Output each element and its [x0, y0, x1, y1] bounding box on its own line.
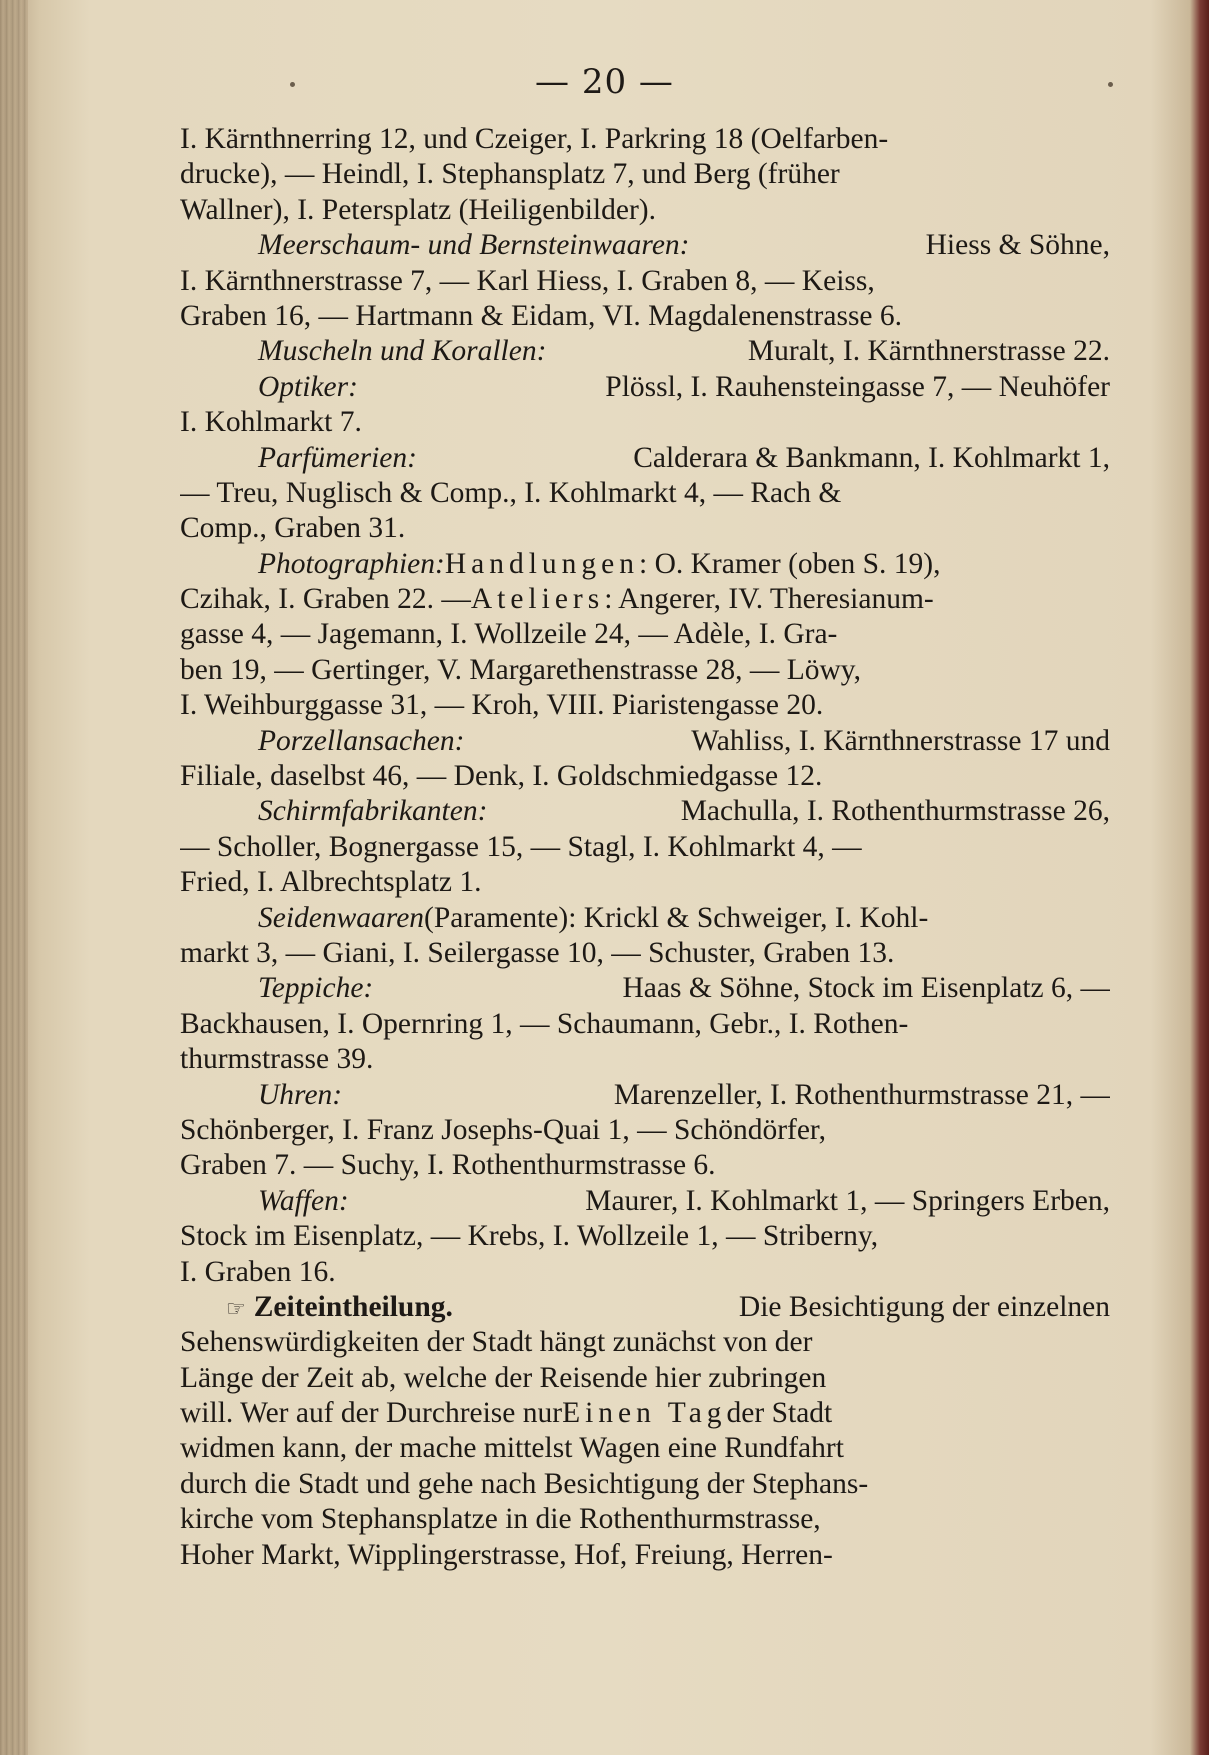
category-heading: Porzellansachen: — [258, 724, 465, 757]
entry-parfuemerien: Parfümerien: Calderara & Bankmann, I. Kohlmarkt 1, — [180, 441, 1110, 476]
text-line: thurmstrasse 39. — [180, 1043, 374, 1076]
category-heading: Optiker: — [258, 370, 358, 403]
category-heading: Muscheln und Korallen: — [258, 335, 547, 368]
text-line: Graben 16, — Hartmann & Eidam, VI. Magdalenenstrasse 6. — [180, 299, 903, 332]
text-line: Fried, I. Albrechtsplatz 1. — [180, 866, 482, 899]
category-heading: Teppiche: — [258, 972, 374, 1005]
text-line: markt 3, — Giani, I. Seilergasse 10, — Schuster, Graben 13. — [180, 936, 895, 969]
section-heading: Zeiteintheilung. — [253, 1290, 453, 1323]
category-heading: Meerschaum- und Bernsteinwaaren: — [258, 229, 690, 262]
text-line: durch die Stadt und gehe nach Besichtigung der Stephans- — [180, 1467, 869, 1500]
section-zeiteintheilung: ☞ Zeiteintheilung. Die Besichtigung der einzelnen — [226, 1290, 1110, 1323]
category-heading: Seidenwaaren — [258, 901, 425, 934]
text-line: Stock im Eisenplatz, — Krebs, I. Wollzeile 1, — Striberny, — [180, 1220, 879, 1253]
text-line: — Treu, Nuglisch & Comp., I. Kohlmarkt 4, — Rach & — [180, 476, 842, 509]
text-line: Länge der Zeit ab, welche der Reisende hier zubringen — [180, 1361, 827, 1394]
text-line: drucke), — Heindl, I. Stephansplatz 7, und Berg (früher — [180, 158, 840, 191]
pointing-hand-icon: ☞ — [226, 1296, 246, 1322]
text-line: I. Weihburggasse 31, — Kroh, VIII. Piaristengasse 20. — [180, 689, 824, 722]
page-gutter — [0, 0, 28, 1755]
entry-photographien: Photographien: Handlungen : O. Kramer (oben S. 19), — [180, 547, 1110, 582]
category-heading: Photographien: — [258, 547, 445, 580]
text-line: kirche vom Stephansplatze in die Rothenthurmstrasse, — [180, 1503, 821, 1536]
entry-muscheln: Muscheln und Korallen: Muralt, I. Kärnthnerstrasse 22. — [180, 334, 1110, 369]
entry-waffen: Waffen: Maurer, I. Kohlmarkt 1, — Springers Erben, — [180, 1184, 1110, 1219]
text-line: Comp., Graben 31. — [180, 512, 406, 545]
entry-porzellansachen: Porzellansachen: Wahliss, I. Kärnthnerstrasse 17 und — [180, 724, 1110, 759]
text-line: I. Kohlmarkt 7. — [180, 406, 362, 439]
category-heading: Waffen: — [258, 1184, 349, 1217]
text-line: Schönberger, I. Franz Josephs-Quai 1, — Schöndörfer, — [180, 1113, 826, 1146]
text-line: Czihak, I. Graben 22. — Ateliers : Angerer, IV. Theresianum- — [180, 583, 934, 616]
entry-schirmfabrikanten: Schirmfabrikanten: Machulla, I. Rothenthurmstrasse 26, — [180, 794, 1110, 829]
text-line: Graben 7. — Suchy, I. Rothenthurmstrasse 6. — [180, 1149, 716, 1182]
text-line: Hoher Markt, Wipplingerstrasse, Hof, Freiung, Herren- — [180, 1538, 833, 1571]
entry-seidenwaaren: Seidenwaaren (Paramente): Krickl & Schweiger, I. Kohl- — [180, 901, 1110, 936]
text-line: — Scholler, Bognergasse 15, — Stagl, I. Kohlmarkt 4, — — [180, 830, 862, 863]
text-line: I. Graben 16. — [180, 1255, 336, 1288]
text-line: I. Kärnthnerstrasse 7, — Karl Hiess, I. Graben 8, — Keiss, — [180, 264, 875, 297]
text-line: gasse 4, — Jagemann, I. Wollzeile 24, — Adèle, I. Gra- — [180, 618, 838, 651]
entry-teppiche: Teppiche: Haas & Söhne, Stock im Eisenplatz 6, — — [180, 971, 1110, 1006]
text-line: widmen kann, der mache mittelst Wagen eine Rundfahrt — [180, 1432, 844, 1465]
text-line: I. Kärnthnerring 12, und Czeiger, I. Parkring 18 (Oelfarben- — [180, 123, 889, 155]
text-line: will. Wer auf der Durchreise nur Einen Tag der Stadt — [180, 1397, 833, 1430]
text-line: Filiale, daselbst 46, — Denk, I. Goldschmiedgasse 12. — [180, 760, 823, 793]
entry-meerschaum: Meerschaum- und Bernsteinwaaren: Hiess & Söhne, — [180, 228, 1110, 263]
page-number: — 20 — — [535, 62, 674, 102]
text-line: Sehenswürdigkeiten der Stadt hängt zunächst von der — [180, 1326, 813, 1359]
category-heading: Schirmfabrikanten: — [258, 795, 488, 828]
entry-uhren: Uhren: Marenzeller, I. Rothenthurmstrasse 21, — — [180, 1078, 1110, 1113]
text-line: Backhausen, I. Opernring 1, — Schaumann, Gebr., I. Rothen- — [180, 1007, 909, 1040]
text-line: Wallner), I. Petersplatz (Heiligenbilder). — [180, 193, 656, 226]
entry-optiker: Optiker: Plössl, I. Rauhensteingasse 7, — Neuhöfer — [180, 370, 1110, 405]
category-heading: Uhren: — [258, 1078, 343, 1111]
text-line: ben 19, — Gertinger, V. Margarethenstrasse 28, — Löwy, — [180, 653, 862, 686]
body-text — [180, 122, 1110, 1573]
category-heading: Parfümerien: — [258, 441, 417, 474]
